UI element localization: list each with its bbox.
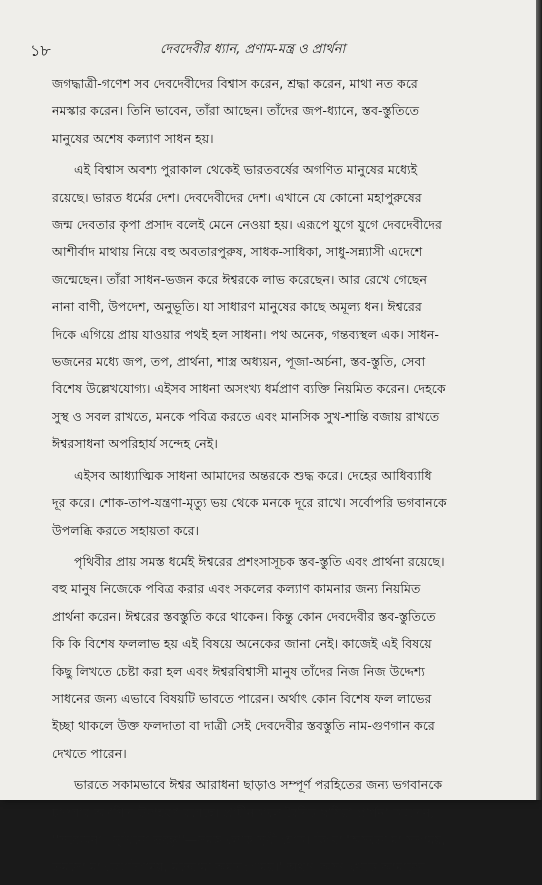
text-line: কি কি বিশেষ ফললাভ হয় এই বিষয়ে অনেকের জানা নেই। কাজেই এই বিষয়ে [52, 636, 432, 652]
body-text [52, 70, 506, 885]
text-line: এই বিশ্বাস অবশ্য পুরাকাল থেকেই ভারতবর্ষের অগণিত মানুষের মধ্যেই [74, 162, 418, 178]
text-line: ইচ্ছা থাকলে উক্ত ফলদাতা বা দাত্রী সেই দেবদেবীর স্তবস্তুতি নাম-গুণগান করে [52, 718, 435, 734]
text-line: ঈশ্বরসাধনা অপরিহার্য সন্দেহ নেই। [52, 436, 218, 452]
text-line: উপলব্ধি করতে সহায়তা করে। [52, 522, 200, 538]
text-line: জন্মেছেন। তাঁরা সাধন-ভজন করে ঈশ্বরকে লাভ করেছেন। আর রেখে গেছেন [52, 271, 428, 287]
text-line: তমসো মা জ্যোতির্গময়, মৃত্যোর্মা অমৃতং গময়।' অর্থাৎ অসৎ থেকে আমাদের [52, 859, 425, 875]
text-line: ''সর্বেজনাঃ সুখিনো ভবন্তু''—সমস্ত লোক সুখী হোক। কিংবা 'অসতো মা সদ্গময়, [52, 831, 446, 847]
running-title: দেবদেবীর ধ্যান, প্রণাম-মন্ত্র ও প্রার্থনা [160, 42, 346, 57]
page-header [30, 38, 502, 60]
text-line: মানুষের অশেষ কল্যাণ সাধন হয়। [52, 130, 214, 146]
text-line: দূর করে। শোক-তাপ-যন্ত্রণা-মৃত্যু ভয় থেকে মনকে দূরে রাখে। সর্বোপরি ভগবানকে [52, 495, 447, 511]
text-line: চাওয়ার অগণিত উদাহরণ রয়েছে। প্রাচীনকালে বৈদিক ঋষিরা প্রার্থনা করতেন, [52, 804, 435, 820]
text-line: নানা বাণী, উপদেশ, অনুভূতি। যা সাধারণ মানুষের কাছে অমূল্য ধন। ঈশ্বরের [52, 299, 422, 315]
paragraph [52, 70, 506, 152]
text-line: বিশেষ উল্লেখযোগ্য। এইসব সাধনা অসংখ্য ধর্মপ্রাণ ব্যক্তি নিয়মিত করেন। দেহকে [52, 381, 446, 397]
text-line: ভারতে সকামভাবে ঈশ্বর আরাধনা ছাড়াও সম্পূর্ণ পরহিতের জন্য ভগবানকে [74, 777, 443, 793]
text-line: জন্ম দেবতার কৃপা প্রসাদ বলেই মেনে নেওয়া হয়। এরূপে যুগে যুগে দেবদেবীদের [52, 217, 442, 233]
text-line: সুস্থ ও সবল রাখতে, মনকে পবিত্র করতে এবং মানসিক সুখ-শান্তি বজায় রাখতে [52, 408, 440, 424]
text-line: পৃথিবীর প্রায় সমস্ত ধর্মেই ঈশ্বরের প্রশংসাসূচক স্তব-স্তুতি এবং প্রার্থনা রয়েছে। [74, 553, 445, 569]
text-line: বহু মানুষ নিজেকে পবিত্র করার এবং সকলের কল্যাণ কামনার জন্য নিয়মিত [52, 581, 421, 597]
text-line: নমস্কার করেন। তিনি ভাবেন, তাঁরা আছেন। তাঁদের জপ-ধ্যানে, স্তব-স্তুতিতে [52, 103, 420, 119]
book-spine-shadow [536, 0, 542, 800]
text-line: দেখতে পারেন। [52, 745, 127, 761]
text-line: দিকে এগিয়ে প্রায় যাওয়ার পথই হল সাধনা। পথ অনেক, গন্তব্যস্থল এক। সাধন- [52, 326, 439, 342]
text-line: আশীর্বাদ মাথায় নিয়ে বহু অবতারপুরুষ, সাধক-সাধিকা, সাধু-সন্ন্যাসী এদেশে [52, 244, 423, 260]
text-line: সাধনের জন্য এভাবে বিষয়টি ভাবতে পারেন। অর্থাৎ কোন বিশেষ ফল লাভের [52, 690, 432, 706]
text-line: প্রার্থনা করেন। ঈশ্বরের স্তবস্তুতি করে থাকেন। কিন্তু কোন দেবদেবীর স্তব-স্তুতিতে [52, 608, 436, 624]
page-number: ১৮ [30, 41, 51, 60]
paragraph [52, 548, 506, 767]
paragraph [52, 462, 506, 544]
text-line: কিছু লিখতে চেষ্টা করা হল এবং ঈশ্বরবিশ্বাসী মানুষ তাঁদের নিজ নিজ উদ্দেশ্য [52, 663, 425, 679]
text-line: এইসব আধ্যাত্মিক সাধনা আমাদের অন্তরকে শুদ্ধ করে। দেহের আধিব্যাধি [74, 467, 432, 483]
paragraph [52, 771, 506, 881]
paragraph [52, 156, 506, 457]
text-line: রয়েছে। ভারত ধর্মের দেশ। দেবদেবীদের দেশ। এখানে যে কোনো মহাপুরুষের [52, 189, 422, 205]
text-line: জগদ্ধাত্রী-গণেশ সব দেবদেবীদের বিশ্বাস করেন, শ্রদ্ধা করেন, মাথা নত করে [52, 76, 418, 91]
text-line: ভজনের মধ্যে জপ, তপ, প্রার্থনা, শাস্ত্র অধ্যয়ন, পূজা-অর্চনা, স্তব-স্তুতি, সেবা [52, 354, 426, 370]
